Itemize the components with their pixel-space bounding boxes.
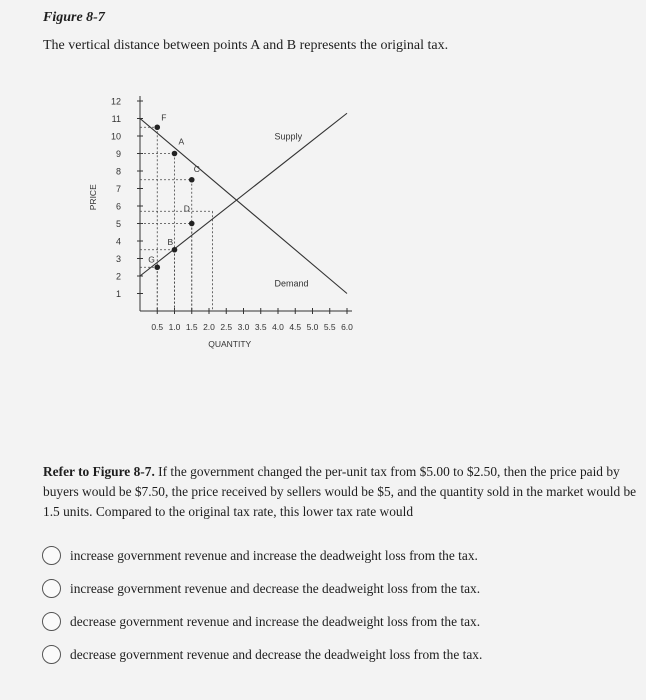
supply-line [140, 113, 347, 276]
y-tick-label: 4 [115, 236, 121, 247]
supply-demand-chart [80, 85, 380, 360]
point-label: B [167, 236, 174, 247]
y-tick-label: 2 [115, 271, 121, 282]
figure-caption: The vertical distance between points A and B represents the original tax. [43, 38, 449, 53]
y-tick-label: 11 [111, 114, 121, 124]
x-axis-label: QUANTITY [208, 339, 252, 349]
radio-button[interactable] [42, 579, 61, 598]
point-label: D [183, 203, 190, 214]
point-f [154, 124, 160, 130]
figure-title: Figure 8-7 [43, 10, 105, 25]
answer-option-label: increase government revenue and increase the deadweight loss from the tax. [70, 547, 478, 563]
answer-option-1[interactable] [42, 546, 478, 565]
y-tick-label: 8 [115, 166, 121, 177]
radio-button[interactable] [42, 645, 61, 664]
y-tick-label: 6 [115, 201, 121, 212]
point-label: G [148, 254, 155, 265]
x-tick-label: 4.5 [289, 322, 302, 332]
point-b [172, 247, 178, 253]
point-a [172, 151, 178, 157]
supply-label: Supply [274, 131, 303, 142]
y-tick-label: 9 [115, 149, 121, 159]
point-label: A [178, 136, 185, 147]
point-g [154, 264, 160, 270]
answer-option-3[interactable] [42, 612, 480, 631]
answer-option-4[interactable] [42, 645, 482, 664]
y-tick-label: 1 [115, 289, 121, 299]
x-tick-label: 1.0 [168, 322, 181, 332]
point-label: C [193, 163, 200, 174]
radio-button[interactable] [42, 612, 61, 631]
point-c [189, 177, 195, 183]
answer-option-2[interactable] [42, 579, 480, 598]
point-label: F [161, 112, 167, 123]
answer-option-label: decrease government revenue and decrease the deadweight loss from the tax. [70, 646, 483, 662]
x-tick-label: 5.5 [323, 322, 336, 332]
demand-label: Demand [274, 278, 309, 289]
x-tick-label: 0.5 [151, 322, 164, 332]
answer-option-label: decrease government revenue and increase the deadweight loss from the tax. [70, 613, 481, 629]
x-tick-label: 2.5 [220, 322, 233, 332]
radio-button[interactable] [42, 546, 61, 565]
point-d [189, 221, 195, 227]
demand-line [140, 119, 347, 294]
y-tick-label: 5 [115, 219, 121, 229]
question-ref: Refer to Figure 8-7. [43, 464, 155, 479]
y-tick-label: 7 [115, 184, 121, 194]
y-tick-label: 12 [110, 96, 121, 107]
y-tick-label: 10 [110, 131, 121, 142]
question-body: If the government changed the per-unit tax from $5.00 to $2.50, then the price paid by buyers would be $7.50, the price received by sellers would be $5, and the quantity sold in the market would be 1.5 units. Compared to the original tax rate, this lower tax rate would [43, 464, 637, 519]
x-tick-label: 2.0 [203, 322, 215, 332]
x-tick-label: 6.0 [341, 322, 353, 332]
y-tick-label: 3 [115, 254, 121, 264]
answer-option-label: increase government revenue and decrease the deadweight loss from the tax. [70, 580, 481, 596]
y-axis-label: PRICE [88, 184, 98, 211]
x-tick-label: 1.5 [185, 322, 198, 332]
x-tick-label: 3.0 [237, 322, 250, 332]
x-tick-label: 5.0 [306, 322, 319, 332]
x-tick-label: 3.5 [254, 322, 267, 332]
x-tick-label: 4.0 [272, 322, 284, 332]
question-text [43, 462, 643, 522]
